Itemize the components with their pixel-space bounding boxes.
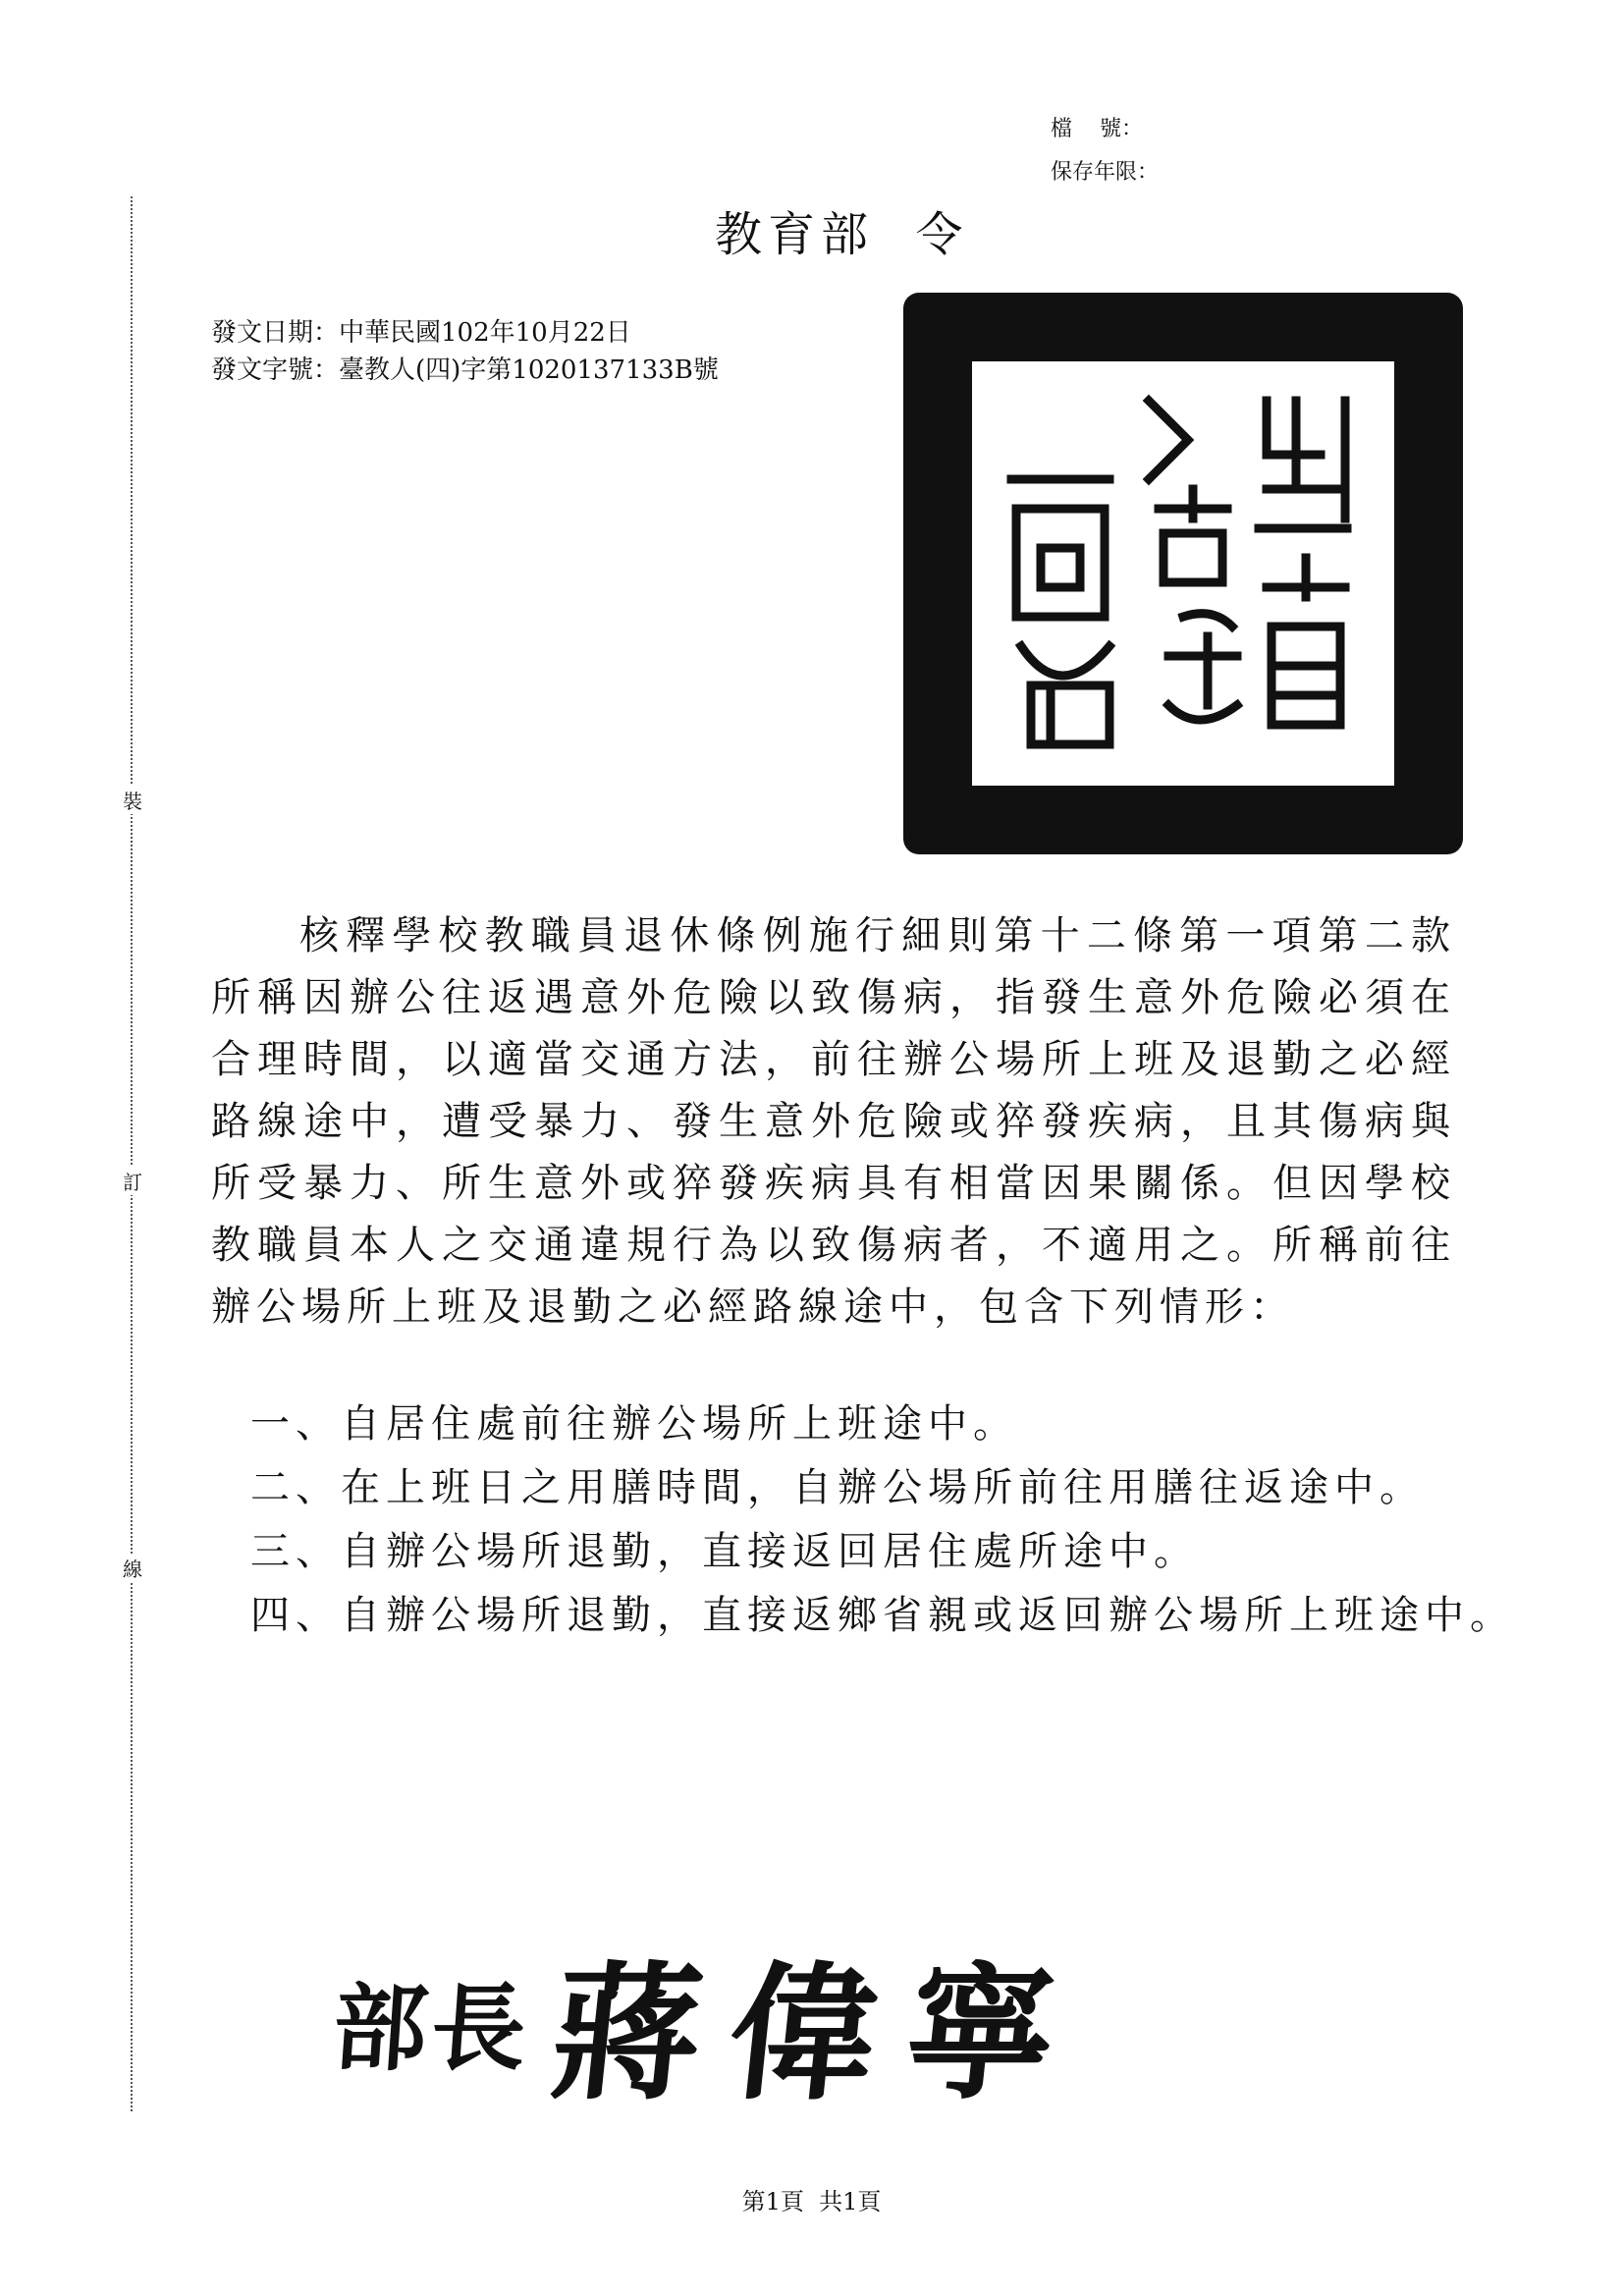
issue-date: 發文日期：中華民國102年10月22日 [211,318,631,348]
list-item: 二、在上班日之用膳時間，自辦公場所前往用膳往返途中。 [250,1465,1425,1510]
condition-list [250,1393,1515,1648]
list-item: 四、自辦公場所退勤，直接返鄉省親或返回辦公場所上班途中。 [250,1593,1515,1638]
binding-margin-line [131,196,133,2111]
file-number-label: 檔 號： [1051,117,1143,141]
retention-period-label: 保存年限： [1051,160,1160,185]
minister-title: 部長 [329,1973,534,2084]
minister-signature: 蔣偉寧 [544,1947,1093,2120]
issue-reference-number: 發文字號：臺教人(四)字第1020137133B號 [211,355,719,385]
body-paragraph: 核釋學校教職員退休條例施行細則第十二條第一項第二款所稱因辦公往返遇意外危險以致傷病，指發生意外危險必須在合理時間，以適當交通方法，前往辦公場所上班及退勤之必經路線途中，遭受暴力、發生意外危險或猝發疾病，且其傷病與所受暴力、所生意外或猝發疾病具有相當因果關係。但因學校教職員本人之交通違規行為以致傷病者，不適用之。所稱前往辦公場所上班及退勤之必經路線途中，包含下列情形： [211,913,1456,1330]
official-seal [903,293,1463,854]
seal-inner-field [972,361,1394,786]
file-meta [1051,108,1159,194]
page-number: 第1頁 共1頁 [741,2188,882,2215]
list-item: 三、自辦公場所退勤，直接返回居住處所途中。 [250,1529,1199,1574]
list-item: 一、自居住處前往辦公場所上班途中。 [250,1401,1018,1447]
binding-mark-ding: 訂 [120,1167,145,1195]
seal-script-glyphs [972,361,1394,786]
binding-mark-xian: 線 [120,1554,145,1582]
signature-block [329,1915,1093,2127]
document-title: 教育部 令 [715,207,969,262]
issue-info [211,314,719,389]
binding-mark-zhuang: 裝 [120,786,145,814]
